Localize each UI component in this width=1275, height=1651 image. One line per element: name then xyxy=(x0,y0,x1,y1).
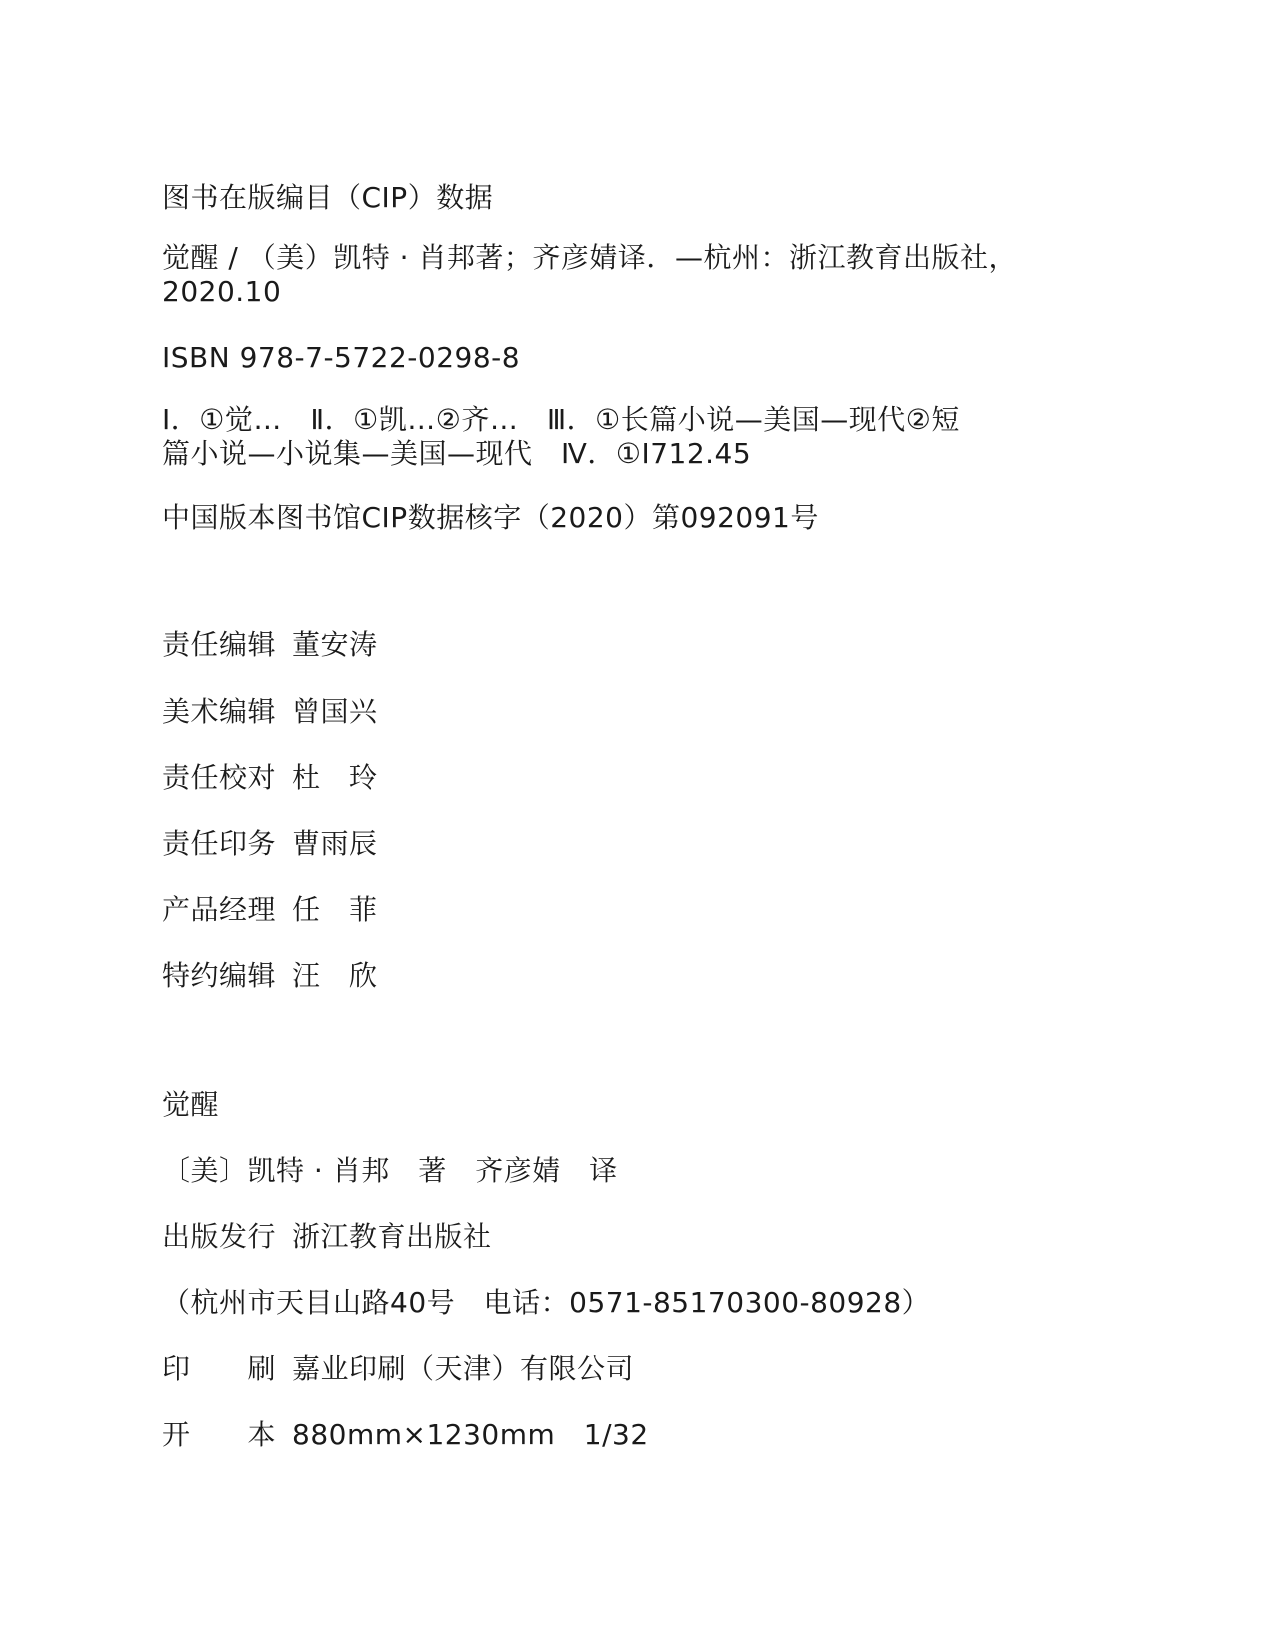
staff-row xyxy=(162,760,378,796)
cip-verification-number: 中国版本图书馆CIP数据核字（2020）第092091号 xyxy=(162,501,819,534)
publisher-row xyxy=(162,1219,492,1255)
staff-row xyxy=(162,826,378,862)
staff-name: 任 菲 xyxy=(292,893,378,926)
staff-role: 责任编辑 xyxy=(162,628,277,661)
printer-label: 印 刷 xyxy=(162,1352,277,1385)
staff-row xyxy=(162,892,378,928)
staff-row xyxy=(162,958,378,994)
format-label: 开 本 xyxy=(162,1418,277,1451)
format-value: 880mm×1230mm 1/32 xyxy=(292,1418,649,1451)
staff-name: 曹雨辰 xyxy=(292,827,378,860)
staff-role: 产品经理 xyxy=(162,893,277,926)
staff-name: 曾国兴 xyxy=(292,695,378,728)
staff-name: 杜 玲 xyxy=(292,761,378,794)
staff-row xyxy=(162,627,378,663)
isbn: ISBN 978-7-5722-0298-8 xyxy=(162,341,521,374)
staff-role: 美术编辑 xyxy=(162,695,277,728)
staff-role: 责任校对 xyxy=(162,761,277,794)
cip-classification-line-2: 篇小说—小说集—美国—现代 Ⅳ．①I712.45 xyxy=(162,437,752,470)
publisher-label: 出版发行 xyxy=(162,1220,277,1253)
staff-row xyxy=(162,694,378,730)
staff-name: 董安涛 xyxy=(292,628,378,661)
printer-name: 嘉业印刷（天津）有限公司 xyxy=(292,1352,635,1385)
cip-classification-line-1: Ⅰ．①觉… Ⅱ．①凯…②齐… Ⅲ．①长篇小说—美国—现代②短 xyxy=(162,403,960,436)
printer-row xyxy=(162,1351,634,1387)
cip-heading: 图书在版编目（CIP）数据 xyxy=(162,181,494,214)
copyright-page xyxy=(162,0,1122,1651)
staff-role: 特约编辑 xyxy=(162,959,277,992)
book-title: 觉醒 xyxy=(162,1088,220,1121)
format-row xyxy=(162,1417,649,1453)
staff-name: 汪 欣 xyxy=(292,959,378,992)
book-authors: 〔美〕凯特 · 肖邦 著 齐彦婧 译 xyxy=(162,1154,618,1187)
cip-record-line-1: 觉醒 / （美）凯特 · 肖邦著；齐彦婧译．—杭州：浙江教育出版社， xyxy=(162,241,1017,274)
publisher-address: （杭州市天目山路40号 电话：0571-85170300-80928） xyxy=(162,1286,931,1319)
publisher-name: 浙江教育出版社 xyxy=(292,1220,492,1253)
staff-role: 责任印务 xyxy=(162,827,277,860)
cip-record-line-2: 2020.10 xyxy=(162,275,282,308)
